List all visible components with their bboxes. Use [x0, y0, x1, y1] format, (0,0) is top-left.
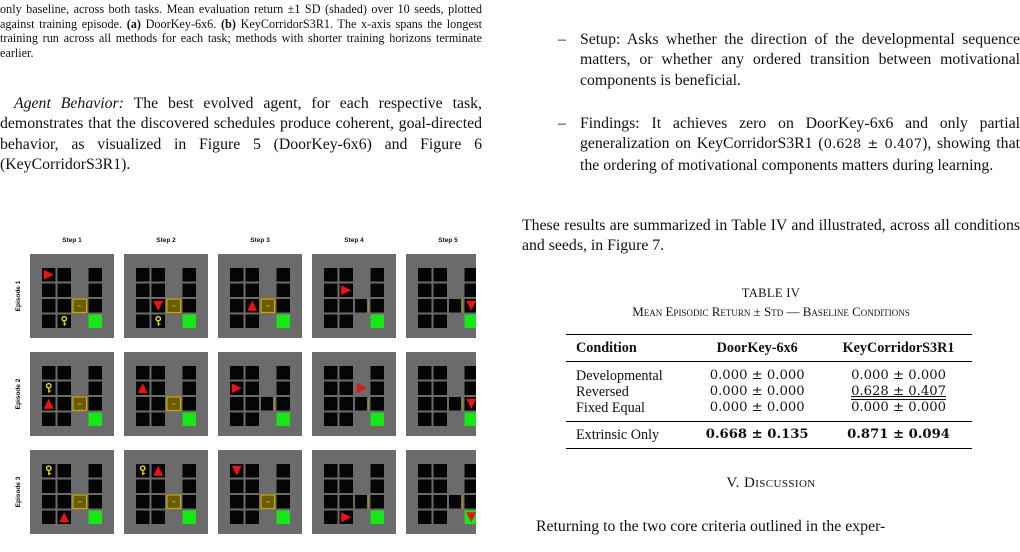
- floor-cell: [136, 299, 150, 313]
- floor-cell: [58, 299, 72, 313]
- floor-cell: [42, 511, 56, 525]
- floor-cell: [434, 382, 448, 396]
- floor-cell: [183, 382, 197, 396]
- floor-cell: [418, 382, 432, 396]
- agent-behavior-text: The best evolved agent, for each respective task, demonstrates that the discovered schedules produce coherent, goal-directed behavior, as visualized in Figure 5 (DoorKey-6x6) and Figure 6 (KeyCorridorS3R1).: [0, 95, 482, 174]
- floor-cell: [42, 315, 56, 329]
- cell-keycorridor-underlined: 0.628 ± 0.407: [851, 384, 947, 399]
- floor-cell: [152, 480, 166, 494]
- door-frame: [367, 397, 368, 411]
- floor-cell: [152, 268, 166, 282]
- door-handle: [172, 501, 175, 502]
- floor-cell: [42, 366, 56, 380]
- floor-cell: [434, 495, 448, 509]
- floor-cell: [324, 495, 338, 509]
- floor-cell: [246, 268, 260, 282]
- floor-cell: [152, 397, 166, 411]
- floor-cell: [246, 495, 260, 509]
- floor-cell: [434, 413, 448, 427]
- cell-condition: Reversed: [576, 384, 629, 400]
- floor-cell: [434, 315, 448, 329]
- table-header-row: [566, 335, 972, 362]
- header-keycorridor: KeyCorridorS3R1: [825, 335, 972, 362]
- cell-doorkey: 0.000 ± 0.000: [709, 368, 805, 383]
- goal-cell: [277, 511, 291, 525]
- floor-cell: [58, 480, 72, 494]
- floor-cell: [277, 495, 291, 509]
- door-handle: [172, 305, 175, 306]
- floor-cell: [324, 413, 338, 427]
- episode-label: Episode 3: [15, 476, 22, 508]
- step-label: Step 5: [438, 237, 458, 244]
- door-open: [261, 397, 275, 411]
- setup-label: Setup:: [580, 31, 621, 48]
- floor-cell: [418, 495, 432, 509]
- floor-cell: [277, 268, 291, 282]
- key-icon: [64, 321, 65, 326]
- goal-cell: [183, 511, 197, 525]
- header-doorkey: DoorKey-6x6: [689, 335, 825, 362]
- door-handle: [172, 403, 175, 404]
- figure-4-caption: [0, 2, 482, 60]
- floor-cell: [277, 382, 291, 396]
- floor-cell: [246, 480, 260, 494]
- agent-behavior-paragraph: [0, 94, 482, 176]
- goal-cell: [89, 511, 103, 525]
- floor-cell: [152, 511, 166, 525]
- step-label: Step 1: [62, 237, 82, 244]
- floor-cell: [183, 397, 197, 411]
- door-frame: [367, 495, 368, 509]
- floor-cell: [230, 366, 244, 380]
- step-label: Step 4: [344, 237, 364, 244]
- door-open: [449, 495, 463, 509]
- floor-cell: [183, 495, 197, 509]
- setup-list-item: [558, 30, 1020, 91]
- key-icon: [64, 323, 66, 324]
- caption-part: only baseline, across both tasks. Mean evaluation return ±1 SD (shaded) over 10 seeds, plotted against training episode.: [0, 2, 482, 31]
- floor-cell: [58, 495, 72, 509]
- floor-cell: [230, 299, 244, 313]
- goal-cell: [371, 413, 385, 427]
- key-icon: [48, 470, 49, 475]
- floor-cell: [230, 268, 244, 282]
- floor-cell: [340, 397, 354, 411]
- floor-cell: [58, 397, 72, 411]
- floor-cell: [434, 268, 448, 282]
- floor-cell: [136, 268, 150, 282]
- floor-cell: [246, 315, 260, 329]
- goal-cell: [371, 511, 385, 525]
- table-row: [566, 400, 972, 422]
- section-heading: V. Discussion: [726, 475, 816, 491]
- floor-cell: [277, 480, 291, 494]
- results-table: [566, 334, 972, 449]
- floor-cell: [89, 299, 103, 313]
- floor-cell: [418, 299, 432, 313]
- floor-cell: [58, 382, 72, 396]
- floor-cell: [42, 480, 56, 494]
- floor-cell: [136, 315, 150, 329]
- table-row: [566, 362, 972, 385]
- floor-cell: [246, 284, 260, 298]
- door-open: [355, 299, 369, 313]
- floor-cell: [371, 480, 385, 494]
- floor-cell: [136, 397, 150, 411]
- floor-cell: [465, 480, 477, 494]
- floor-cell: [371, 299, 385, 313]
- goal-cell: [465, 315, 477, 329]
- floor-cell: [340, 299, 354, 313]
- cell-keycorridor: 0.000 ± 0.000: [851, 368, 947, 383]
- floor-cell: [89, 397, 103, 411]
- cell-keycorridor-best: 0.871 ± 0.094: [825, 422, 972, 449]
- floor-cell: [340, 315, 354, 329]
- floor-cell: [136, 511, 150, 525]
- key-icon: [142, 470, 143, 475]
- floor-cell: [246, 464, 260, 478]
- floor-cell: [246, 397, 260, 411]
- floor-cell: [89, 480, 103, 494]
- findings-text: It achieves zero on DoorKey-6x6 and only partial generalization on KeyCorridorS3R1 (: [580, 115, 1020, 153]
- floor-cell: [277, 464, 291, 478]
- door-handle: [78, 403, 81, 404]
- floor-cell: [58, 284, 72, 298]
- cell-condition: Extrinsic Only: [566, 422, 689, 449]
- floor-cell: [152, 413, 166, 427]
- agent-behavior-heading: Agent Behavior:: [14, 95, 124, 112]
- floor-cell: [340, 480, 354, 494]
- floor-cell: [58, 413, 72, 427]
- floor-cell: [324, 511, 338, 525]
- floor-cell: [324, 397, 338, 411]
- door-handle: [78, 305, 81, 306]
- step-label: Step 3: [250, 237, 270, 244]
- goal-cell: [465, 413, 477, 427]
- floor-cell: [89, 464, 103, 478]
- floor-cell: [418, 413, 432, 427]
- caption-part: DoorKey-6x6.: [140, 16, 221, 31]
- floor-cell: [246, 366, 260, 380]
- key-icon: [158, 321, 159, 326]
- floor-cell: [340, 268, 354, 282]
- caption-part: (b): [221, 16, 236, 31]
- door-frame: [461, 397, 462, 411]
- findings-label: Findings:: [580, 115, 640, 132]
- floor-cell: [230, 397, 244, 411]
- floor-cell: [340, 366, 354, 380]
- floor-cell: [371, 284, 385, 298]
- cell-condition: Developmental: [576, 368, 663, 384]
- episode-label: Episode 2: [15, 378, 22, 410]
- floor-cell: [136, 495, 150, 509]
- findings-list-item: [558, 114, 1020, 176]
- floor-cell: [418, 268, 432, 282]
- floor-cell: [434, 397, 448, 411]
- key-icon: [158, 323, 160, 324]
- floor-cell: [89, 495, 103, 509]
- key-icon: [49, 390, 51, 391]
- floor-cell: [434, 284, 448, 298]
- episode-label: Episode 1: [15, 280, 22, 312]
- floor-cell: [324, 480, 338, 494]
- caption-part: (a): [126, 16, 141, 31]
- summary-paragraph: These results are summarized in Table IV and illustrated, across all conditions and seeds, in Figure 7.: [522, 217, 1020, 255]
- floor-cell: [418, 284, 432, 298]
- door-open: [355, 397, 369, 411]
- door-frame: [461, 299, 462, 313]
- cell-doorkey: 0.000 ± 0.000: [709, 400, 805, 415]
- floor-cell: [183, 464, 197, 478]
- floor-cell: [465, 268, 477, 282]
- floor-cell: [324, 382, 338, 396]
- floor-cell: [230, 413, 244, 427]
- cell-keycorridor: 0.000 ± 0.000: [851, 400, 947, 415]
- floor-cell: [183, 366, 197, 380]
- table-row: [566, 422, 972, 449]
- floor-cell: [152, 284, 166, 298]
- floor-cell: [371, 268, 385, 282]
- bullet-dash: –: [558, 31, 566, 48]
- floor-cell: [465, 284, 477, 298]
- floor-cell: [324, 366, 338, 380]
- door-open: [355, 495, 369, 509]
- floor-cell: [465, 495, 477, 509]
- floor-cell: [183, 480, 197, 494]
- floor-cell: [230, 511, 244, 525]
- floor-cell: [434, 299, 448, 313]
- door-frame: [273, 397, 274, 411]
- floor-cell: [89, 366, 103, 380]
- floor-cell: [89, 382, 103, 396]
- floor-cell: [434, 464, 448, 478]
- floor-cell: [371, 366, 385, 380]
- floor-cell: [277, 366, 291, 380]
- floor-cell: [136, 480, 150, 494]
- floor-cell: [371, 495, 385, 509]
- floor-cell: [230, 495, 244, 509]
- floor-cell: [89, 284, 103, 298]
- caption-part: KeyCorridorS3R1. The x-axis spans the longest training run across all methods for each task; methods with shorter training horizons terminate earlier.: [0, 16, 482, 60]
- goal-cell: [183, 315, 197, 329]
- goal-cell: [277, 413, 291, 427]
- door-open: [449, 299, 463, 313]
- table-caption: Mean Episodic Return ± Std — Baseline Conditions: [632, 304, 910, 319]
- discussion-paragraph: Returning to the two core criteria outlined in the exper-: [536, 518, 886, 535]
- floor-cell: [152, 366, 166, 380]
- floor-cell: [324, 464, 338, 478]
- setup-text: Asks whether the direction of the developmental sequence matters, or whether any ordered transition between motivational components is beneficial.: [580, 31, 1020, 89]
- cell-doorkey-best: 0.668 ± 0.135: [689, 422, 825, 449]
- door-handle: [266, 305, 269, 306]
- goal-cell: [371, 315, 385, 329]
- floor-cell: [230, 315, 244, 329]
- floor-cell: [42, 495, 56, 509]
- goal-cell: [277, 315, 291, 329]
- table-label: TABLE IV: [741, 286, 801, 300]
- floor-cell: [434, 511, 448, 525]
- floor-cell: [183, 284, 197, 298]
- floor-cell: [246, 511, 260, 525]
- figure-5-svg: [12, 232, 476, 534]
- key-icon: [48, 388, 49, 393]
- floor-cell: [42, 284, 56, 298]
- cell-condition: Fixed Equal: [576, 400, 645, 416]
- floor-cell: [136, 284, 150, 298]
- floor-cell: [277, 284, 291, 298]
- floor-cell: [371, 397, 385, 411]
- floor-cell: [465, 382, 477, 396]
- door-open: [449, 397, 463, 411]
- floor-cell: [136, 366, 150, 380]
- floor-cell: [465, 366, 477, 380]
- floor-cell: [434, 366, 448, 380]
- floor-cell: [465, 464, 477, 478]
- goal-cell: [89, 315, 103, 329]
- step-label: Step 2: [156, 237, 176, 244]
- floor-cell: [324, 268, 338, 282]
- key-icon: [49, 473, 51, 474]
- goal-cell: [89, 413, 103, 427]
- floor-cell: [89, 268, 103, 282]
- floor-cell: [340, 413, 354, 427]
- goal-cell: [183, 413, 197, 427]
- floor-cell: [371, 464, 385, 478]
- bullet-dash: –: [558, 115, 566, 132]
- header-condition: Condition: [566, 335, 689, 362]
- floor-cell: [58, 366, 72, 380]
- door-handle: [78, 501, 81, 502]
- floor-cell: [418, 511, 432, 525]
- floor-cell: [136, 413, 150, 427]
- cell-doorkey: 0.000 ± 0.000: [709, 384, 805, 399]
- floor-cell: [277, 299, 291, 313]
- floor-cell: [183, 299, 197, 313]
- floor-cell: [340, 464, 354, 478]
- floor-cell: [324, 299, 338, 313]
- floor-cell: [58, 268, 72, 282]
- floor-cell: [277, 397, 291, 411]
- floor-cell: [340, 382, 354, 396]
- door-handle: [266, 501, 269, 502]
- floor-cell: [371, 382, 385, 396]
- floor-cell: [418, 315, 432, 329]
- table-row: [566, 384, 972, 400]
- floor-cell: [324, 284, 338, 298]
- floor-cell: [152, 495, 166, 509]
- floor-cell: [340, 495, 354, 509]
- floor-cell: [418, 480, 432, 494]
- floor-cell: [152, 382, 166, 396]
- floor-cell: [230, 284, 244, 298]
- floor-cell: [230, 480, 244, 494]
- floor-cell: [324, 315, 338, 329]
- floor-cell: [246, 413, 260, 427]
- floor-cell: [418, 397, 432, 411]
- findings-value: 0.628 ± 0.407: [823, 137, 923, 153]
- floor-cell: [246, 382, 260, 396]
- key-icon: [143, 473, 145, 474]
- floor-cell: [42, 299, 56, 313]
- findings-text: ), showing that the ordering of motivational components matters during learning.: [580, 135, 1020, 174]
- door-frame: [461, 495, 462, 509]
- floor-cell: [418, 366, 432, 380]
- floor-cell: [418, 464, 432, 478]
- figure-5-gridworld-episodes: [12, 232, 476, 534]
- floor-cell: [58, 464, 72, 478]
- floor-cell: [434, 480, 448, 494]
- door-frame: [367, 299, 368, 313]
- floor-cell: [42, 413, 56, 427]
- floor-cell: [183, 268, 197, 282]
